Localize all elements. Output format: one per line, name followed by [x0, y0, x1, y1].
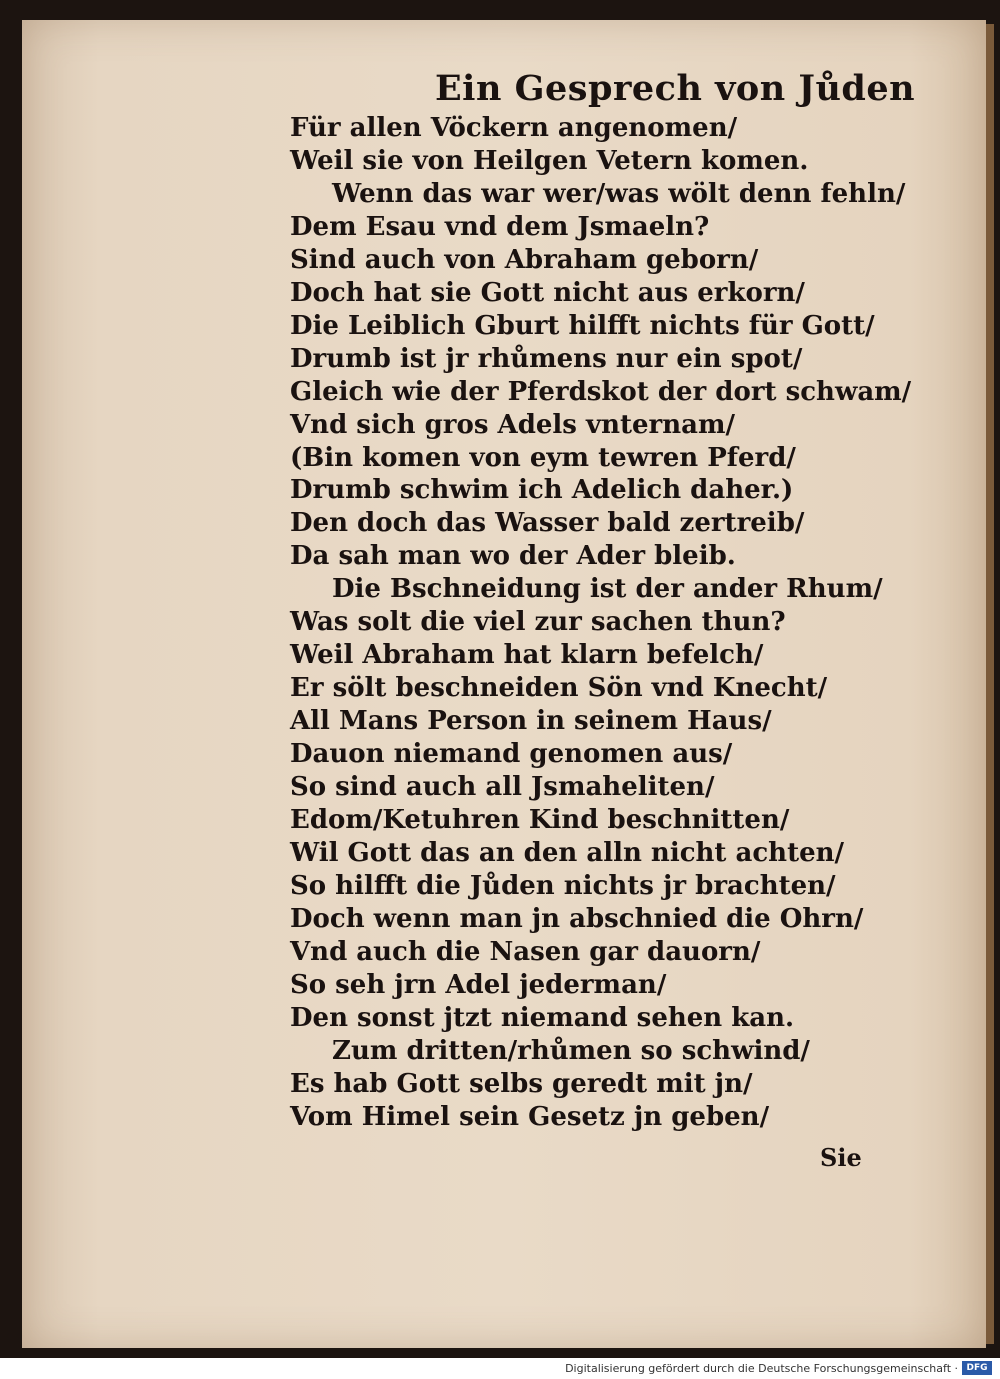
- verse-line: Weil Abraham hat klarn befelch/: [290, 640, 764, 671]
- verse-line: Wenn das war wer/was wölt denn fehln/: [332, 178, 906, 209]
- verse-line: Er sölt beschneiden Sön vnd Knecht/: [290, 673, 828, 704]
- verse-line: So seh jrn Adel jederman/: [290, 969, 667, 1000]
- verse-line: (Bin komen von eym tewren Pferd/: [290, 442, 796, 473]
- verse-line: Die Bschneidung ist der ander Rhum/: [332, 574, 883, 605]
- verse-line: Weil sie von Heilgen Vetern komen.: [290, 145, 809, 176]
- verse-line: Dauon niemand genomen aus/: [290, 739, 733, 770]
- verse-line: Die Leiblich Gburt hilfft nichts für Gott/: [290, 310, 875, 341]
- verse-line: All Mans Person in seinem Haus/: [290, 706, 772, 737]
- verse-line: Drumb ist jr rhůmens nur ein spot/: [290, 343, 803, 374]
- verse-line: Drumb schwim ich Adelich daher.): [290, 475, 794, 506]
- verse-line: Den doch das Wasser bald zertreib/: [290, 508, 805, 539]
- verse-line: Doch wenn man jn abschnied die Ohrn/: [290, 903, 864, 934]
- verse-line: Edom/Ketuhren Kind beschnitten/: [290, 804, 790, 835]
- verse-line: Doch hat sie Gott nicht aus erkorn/: [290, 277, 805, 308]
- footer-bar: [0, 1358, 1000, 1379]
- verse-line: Vnd auch die Nasen gar dauorn/: [290, 936, 761, 967]
- page-edge: [986, 24, 994, 1344]
- verse-line: Dem Esau vnd dem Jsmaeln?: [290, 211, 710, 242]
- funding-note: Digitalisierung gefördert durch die Deutsche Forschungsgemeinschaft ·: [565, 1362, 958, 1375]
- verse-line: Für allen Vöckern angenomen/: [290, 113, 738, 143]
- verse-line: So sind auch all Jsmaheliten/: [290, 772, 715, 802]
- dfg-logo-icon: DFG: [962, 1361, 992, 1375]
- verse-line: Wil Gott das an den alln nicht achten/: [290, 837, 845, 868]
- verse-line: Vnd sich gros Adels vnternam/: [290, 409, 735, 440]
- verse-line: Gleich wie der Pferdskot der dort schwam/: [290, 376, 912, 407]
- running-heading: Ein Gesprech von Jůden: [435, 68, 916, 109]
- verse-line: Zum dritten/rhůmen so schwind/: [332, 1035, 810, 1066]
- catchword: Sie: [820, 1143, 862, 1172]
- verse-line: Den sonst jtzt niemand sehen kan.: [290, 1002, 795, 1033]
- verse-line: So hilfft die Jůden nichts jr brachten/: [290, 870, 836, 901]
- verse-line: Was solt die viel zur sachen thun?: [290, 607, 786, 638]
- verse-line: Vom Himel sein Gesetz jn geben/: [290, 1101, 770, 1132]
- verse-line: Da sah man wo der Ader bleib.: [290, 541, 736, 572]
- verse-line: Sind auch von Abraham geborn/: [290, 244, 759, 275]
- verse-line: Es hab Gott selbs geredt mit jn/: [290, 1068, 753, 1099]
